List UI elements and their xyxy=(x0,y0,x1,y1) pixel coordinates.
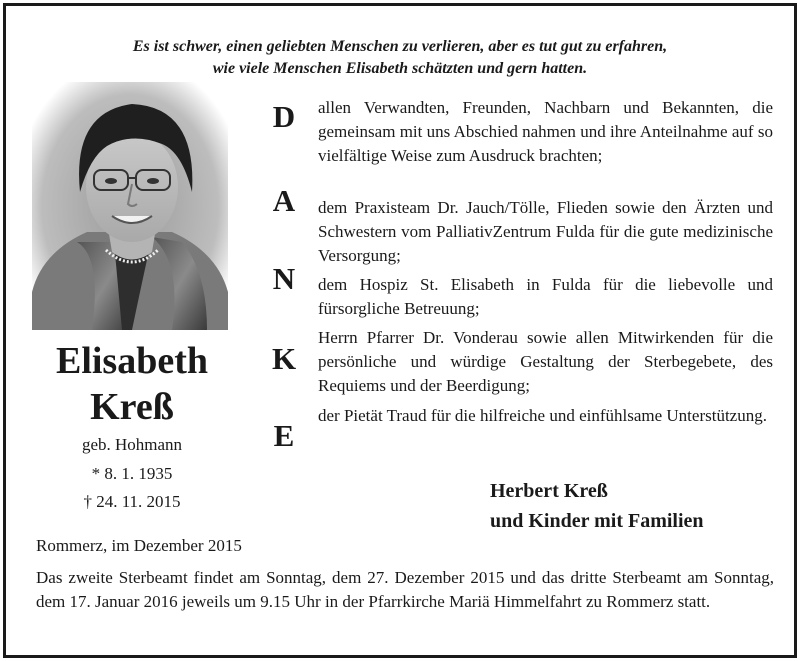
thanks-text: dem Hospiz St. Elisabeth in Fulda für die liebevolle und fürsorgliche Betreuung; xyxy=(318,275,773,318)
danke-letter-k: K xyxy=(271,341,297,376)
thanks-text: der Pietät Traud für die hilfreiche und einfühlsame Unterstützung. xyxy=(318,406,767,425)
thanks-paragraph xyxy=(318,196,773,268)
portrait-photo xyxy=(32,82,228,330)
last-name: Kreß xyxy=(90,386,174,428)
thanks-text: dem Praxisteam Dr. Jauch/Tölle, Flieden sowie den Ärzten und Schwestern vom PalliativZentrum Fulda für die gute medizinische Versorgung; xyxy=(318,198,773,265)
motto-line-2: wie viele Menschen Elisabeth schätzten und gern hatten. xyxy=(212,60,588,77)
signature xyxy=(490,476,704,536)
signature-family: und Kinder mit Familien xyxy=(490,510,704,532)
thanks-text: Herrn Pfarrer Dr. Vonderau sowie allen Mitwirkenden für die persönliche und würdige Gestaltung der Sterbegebete, des Requiems und der Beerdigung; xyxy=(318,328,773,395)
thanks-paragraph xyxy=(318,326,773,398)
thanks-paragraph xyxy=(318,404,773,428)
place-date: Rommerz, im Dezember 2015 xyxy=(36,536,242,555)
danke-letter-d: D xyxy=(272,99,296,134)
danke-letter-n: N xyxy=(272,261,296,296)
service-notice: Das zweite Sterbeamt findet am Sonntag, dem 27. Dezember 2015 und das dritte Sterbeamt am Sonntag, dem 17. Januar 2016 jeweils um 9.15 Uhr in der Pfarrkirche Mariä Himmelfahrt zu Rommerz statt. xyxy=(36,568,774,611)
danke-letter-e: E xyxy=(273,418,295,453)
obituary-card xyxy=(3,3,797,658)
first-name: Elisabeth xyxy=(55,340,209,382)
thanks-paragraph xyxy=(318,96,773,168)
motto xyxy=(6,36,794,80)
thanks-paragraph xyxy=(318,273,773,321)
motto-line-1: Es ist schwer, einen geliebten Menschen zu verlieren, aber es tut gut zu erfahren, xyxy=(132,38,668,55)
thanks-text: allen Verwandten, Freunden, Nachbarn und Bekannten, die gemeinsam mit uns Abschied nahmen und ihre Anteilnahme auf so vielfältige Weise zum Ausdruck brachten; xyxy=(318,98,773,165)
birth-date: * 8. 1. 1935 xyxy=(91,464,173,483)
danke-letter-a: A xyxy=(272,183,296,218)
signature-name: Herbert Kreß xyxy=(490,480,608,502)
death-date: † 24. 11. 2015 xyxy=(83,492,181,511)
birth-name: geb. Hohmann xyxy=(81,435,183,454)
